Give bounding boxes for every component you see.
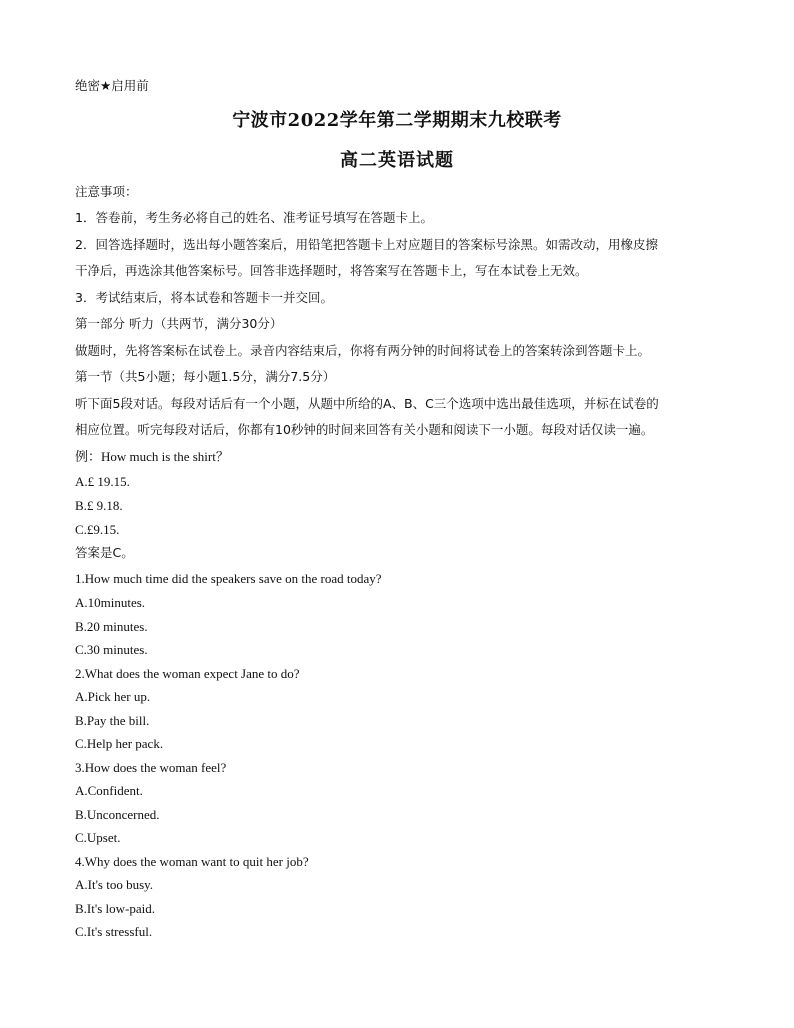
note-item-3: 3．考试结束后，将本试卷和答题卡一并交回。 — [75, 290, 333, 305]
question-3-option-c: C.Upset. — [75, 830, 121, 845]
question-1-option-c: C.30 minutes. — [75, 642, 148, 657]
question-2-option-b: B.Pay the bill. — [75, 713, 150, 728]
section1-instruction-line-1: 听下面5段对话。每段对话后有一个小题，从题中所给的A、B、C三个选项中选出最佳选项，并标在试卷的 — [75, 396, 659, 411]
question-3-option-a: A.Confident. — [75, 783, 143, 798]
question-2-stem: 2.What does the woman expect Jane to do? — [75, 666, 300, 681]
notes-heading: 注意事项： — [75, 184, 138, 199]
confidential-label: 绝密★启用前 — [75, 78, 149, 93]
section1-instruction-line-2: 相应位置。听完每段对话后，你都有10秒钟的时间来回答有关小题和阅读下一小题。每段对话仅读一遍。 — [75, 422, 654, 437]
question-2-option-a: A.Pick her up. — [75, 689, 151, 704]
example-question: 例：How much is the shirt？ — [75, 449, 229, 464]
part1-heading: 第一部分 听力（共两节，满分30分） — [75, 316, 283, 331]
question-1-stem: 1.How much time did the speakers save on the road today? — [75, 571, 382, 586]
section1-heading: 第一节（共5小题；每小题1.5分，满分7.5分） — [75, 369, 336, 384]
example-option-b: B.£ 9.18. — [75, 498, 123, 513]
example-option-c: C.£9.15. — [75, 522, 120, 537]
question-2-option-c: C.Help her pack. — [75, 736, 164, 751]
question-4-option-b: B.It's low-paid. — [75, 901, 155, 916]
question-3-option-b: B.Unconcerned. — [75, 807, 160, 822]
example-option-a: A.£ 19.15. — [75, 474, 130, 489]
exam-title: 宁波市2022学年第二学期期末九校联考 — [232, 110, 562, 131]
note-item-1: 1．答卷前，考生务必将自己的姓名、准考证号填写在答题卡上。 — [75, 210, 433, 225]
note-item-2-line-1: 2．回答选择题时，选出每小题答案后，用铅笔把答题卡上对应题目的答案标号涂黑。如需改动，用橡皮擦 — [75, 237, 658, 252]
question-1-option-a: A.10minutes. — [75, 595, 146, 610]
part1-instruction: 做题时，先将答案标在试卷上。录音内容结束后，你将有两分钟的时间将试卷上的答案转涂到答题卡上。 — [75, 343, 651, 358]
exam-subtitle: 高二英语试题 — [340, 150, 454, 171]
question-1-option-b: B.20 minutes. — [75, 619, 148, 634]
question-4-stem: 4.Why does the woman want to quit her job? — [75, 854, 309, 869]
note-item-2-line-2: 干净后，再选涂其他答案标号。回答非选择题时，将答案写在答题卡上，写在本试卷上无效。 — [75, 263, 588, 278]
question-4-option-a: A.It's too busy. — [75, 877, 154, 892]
example-answer: 答案是C。 — [75, 545, 134, 560]
question-3-stem: 3.How does the woman feel? — [75, 760, 227, 775]
question-4-option-c: C.It's stressful. — [75, 924, 153, 939]
